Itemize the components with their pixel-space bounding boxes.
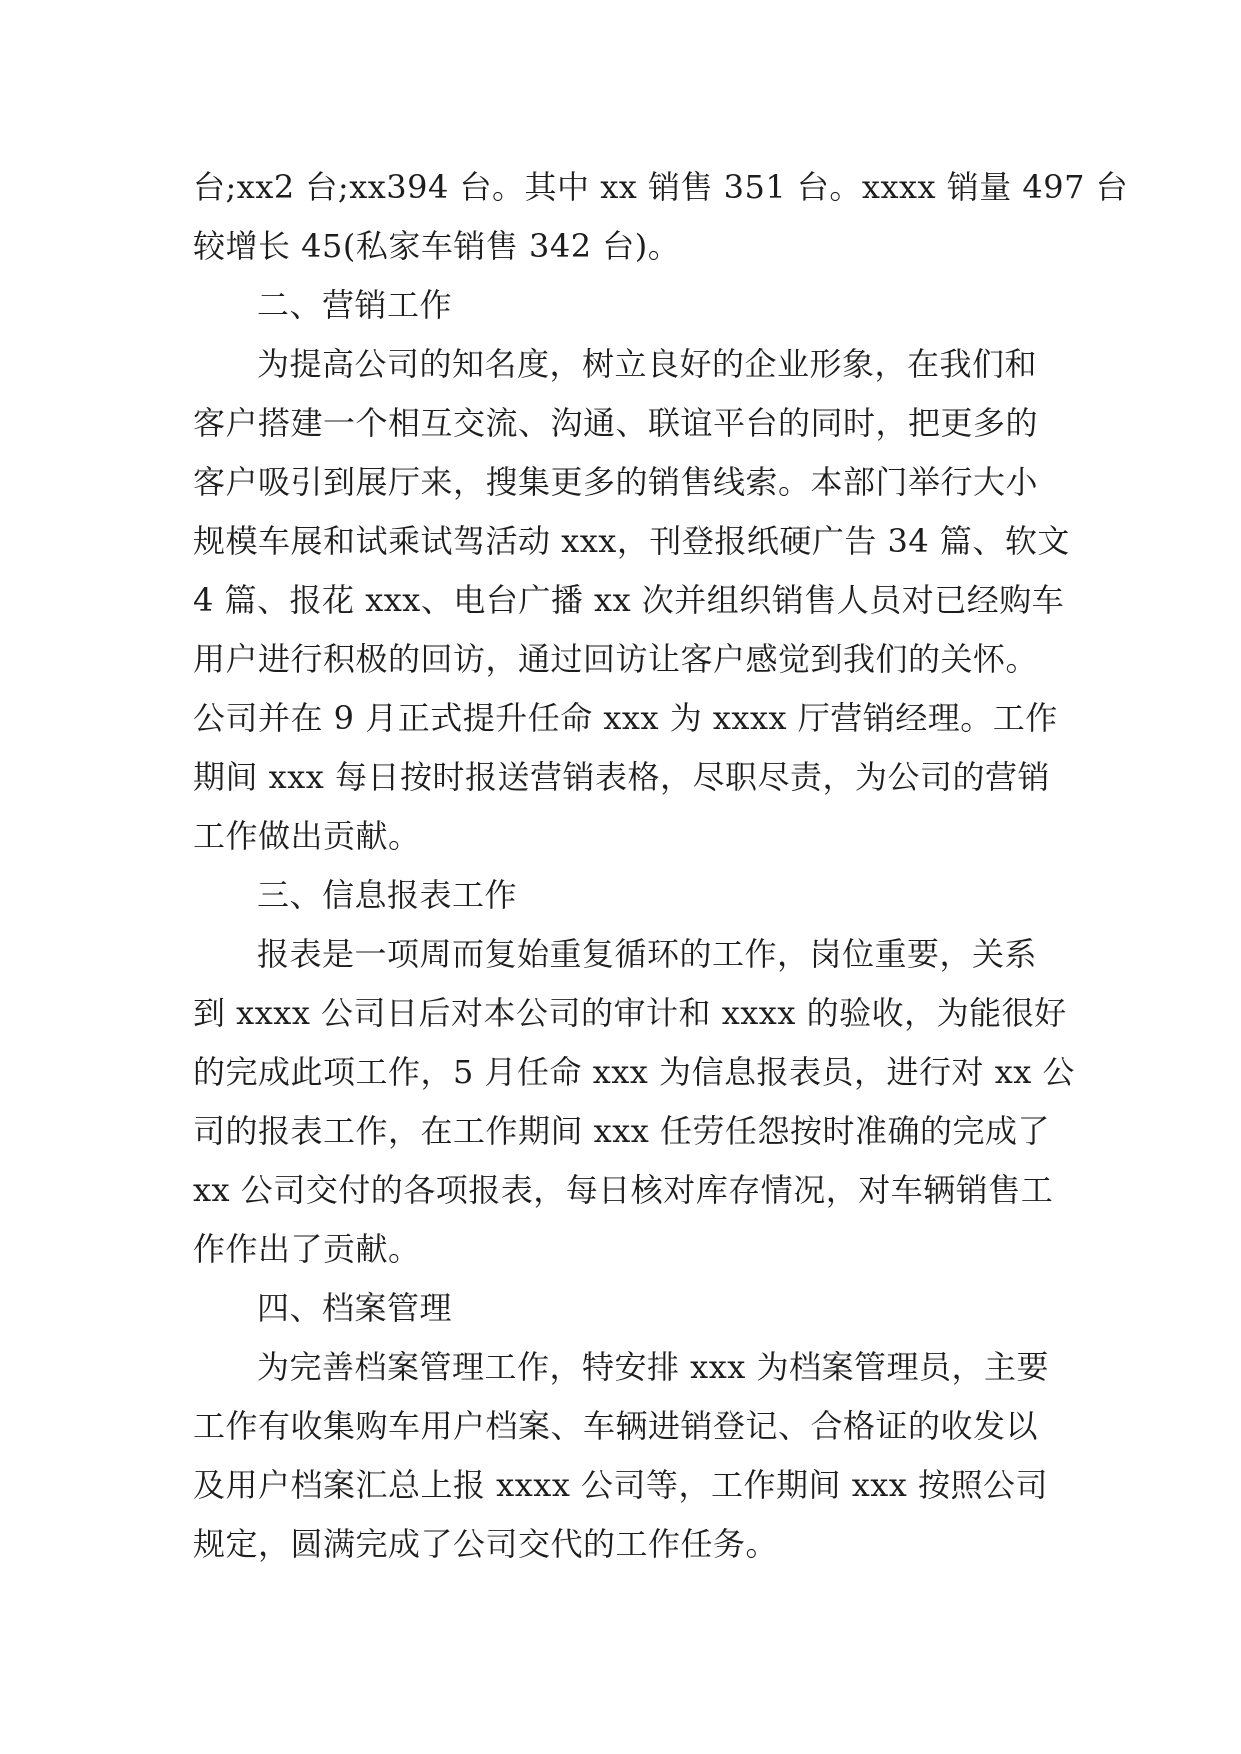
text-line: 规定，圆满完成了公司交代的工作任务。 [193, 1525, 779, 1563]
text-line: 工作有收集购车用户档案、车辆进销登记、合格证的收发以 [193, 1407, 1039, 1445]
text-line: 为提高公司的知名度，树立良好的企业形象，在我们和 [257, 345, 1038, 383]
text-line: 作作出了贡献。 [193, 1230, 421, 1268]
section-heading: 二、营销工作 [257, 286, 453, 324]
section-heading: 四、档案管理 [257, 1289, 453, 1327]
text-line: 较增长 45(私家车销售 342 台)。 [193, 227, 681, 265]
text-line: 的完成此项工作，5 月任命 xxx 为信息报表员，进行对 xx 公 [193, 1053, 1075, 1091]
text-line: 期间 xxx 每日按时报送营销表格，尽职尽责，为公司的营销 [193, 758, 1050, 796]
text-line: xx 公司交付的各项报表，每日核对库存情况，对车辆销售工 [193, 1171, 1054, 1209]
text-line: 司的报表工作，在工作期间 xxx 任劳任怨按时准确的完成了 [193, 1112, 1050, 1150]
text-line: 为完善档案管理工作，特安排 xxx 为档案管理员，主要 [257, 1348, 1049, 1386]
text-line: 及用户档案汇总上报 xxxx 公司等，工作期间 xxx 按照公司 [193, 1466, 1049, 1504]
text-line: 到 xxxx 公司日后对本公司的审计和 xxxx 的验收，为能很好 [193, 994, 1067, 1032]
text-line: 客户搭建一个相互交流、沟通、联谊平台的同时，把更多的 [193, 404, 1039, 442]
document-body [193, 158, 1129, 1574]
section-heading: 三、信息报表工作 [257, 876, 518, 914]
text-line: 规模车展和试乘试驾活动 xxx，刊登报纸硬广告 34 篇、软文 [193, 522, 1070, 560]
text-line: 4 篇、报花 xxx、电台广播 xx 次并组织销售人员对已经购车 [193, 581, 1065, 619]
text-line: 客户吸引到展厅来，搜集更多的销售线索。本部门举行大小 [193, 463, 1039, 501]
text-line: 用户进行积极的回访，通过回访让客户感觉到我们的关怀。 [193, 640, 1039, 678]
text-line: 公司并在 9 月正式提升任命 xxx 为 xxxx 厅营销经理。工作 [193, 699, 1058, 737]
text-line: 报表是一项周而复始重复循环的工作，岗位重要，关系 [257, 935, 1038, 973]
text-line: 台;xx2 台;xx394 台。其中 xx 销售 351 台。xxxx 销量 497 台 [193, 168, 1129, 206]
text-line: 工作做出贡献。 [193, 817, 421, 855]
